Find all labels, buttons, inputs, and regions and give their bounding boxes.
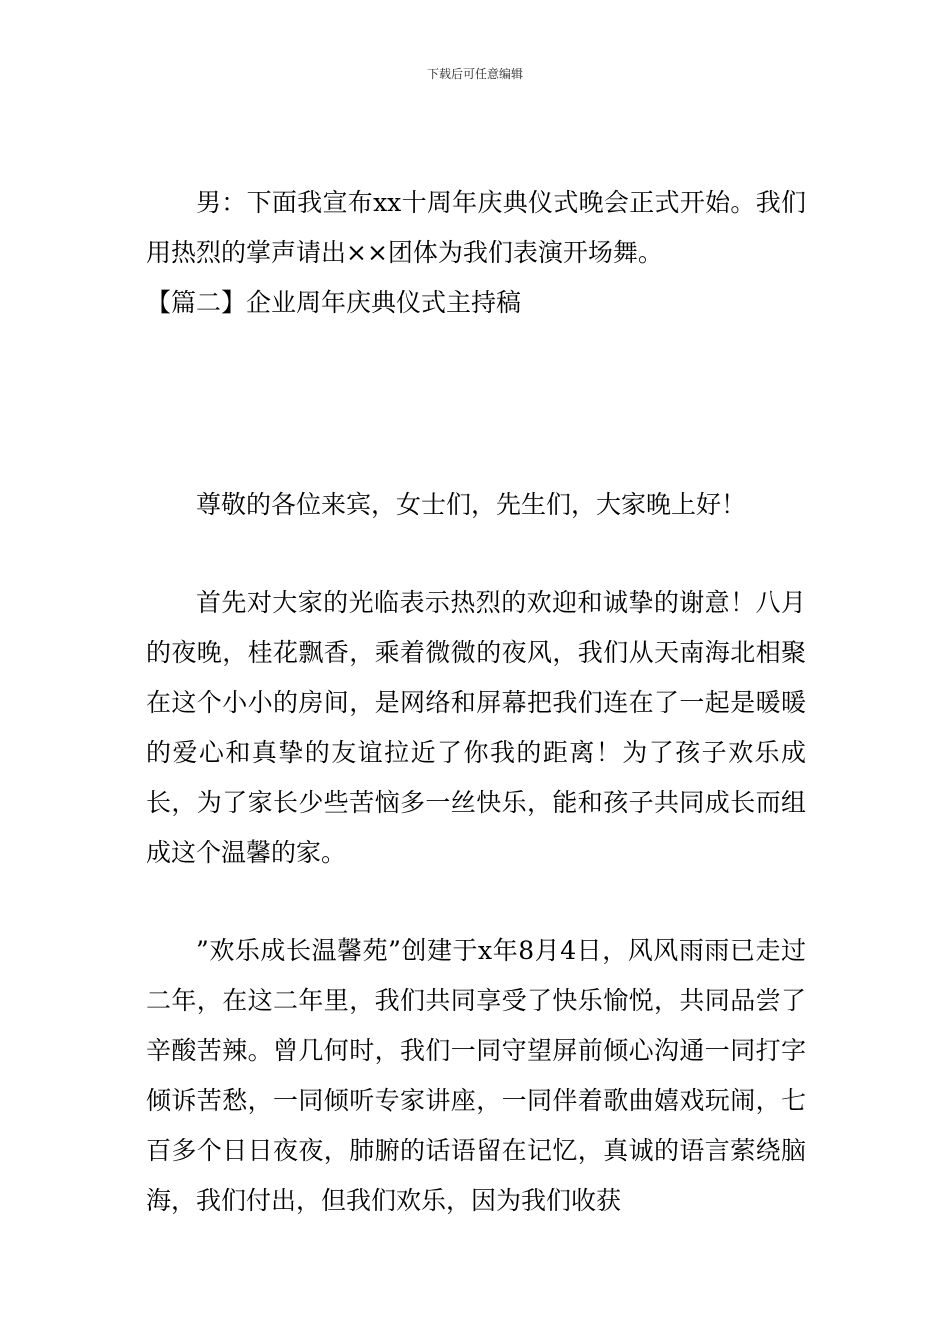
section-heading: 【篇二】企业周年庆典仪式主持稿 [146,288,522,317]
spacer [146,328,806,480]
paragraph-opening-announcement: 男：下面我宣布xx十周年庆典仪式晚会正式开始。我们用热烈的掌声请出××团体为我们表演开场舞。 [146,188,806,267]
spacer [146,530,806,578]
spacer [146,878,806,926]
page-header-note: 下载后可任意编辑 [426,67,523,81]
paragraph-greeting: 尊敬的各位来宾，女士们，先生们，大家晚上好！ [196,490,747,519]
paragraph-history: ”欢乐成长温馨苑”创建于x年8月4日，风风雨雨已走过二年，在这二年里，我们共同享受了快乐愉悦，共同品尝了辛酸苦辣。曾几何时，我们一同守望屏前倾心沟通一同打字倾诉苦愁，一同倾听专家讲座，一同伴着歌曲嬉戏玩闹，七百多个日日夜夜，肺腑的话语留在记忆，真诚的语言萦绕脑海，我们付出，但我们欢乐，因为我们收获 [146,936,806,1215]
document-body [146,178,806,1226]
paragraph-welcome: 首先对大家的光临表示热烈的欢迎和诚挚的谢意！八月的夜晚，桂花飘香，乘着微微的夜风，我们从天南海北相聚在这个小小的房间，是网络和屏幕把我们连在了一起是暖暖的爱心和真挚的友谊拉近了你我的距离！为了孩子欢乐成长，为了家长少些苦恼多一丝快乐，能和孩子共同成长而组成这个温馨的家。 [146,588,806,867]
